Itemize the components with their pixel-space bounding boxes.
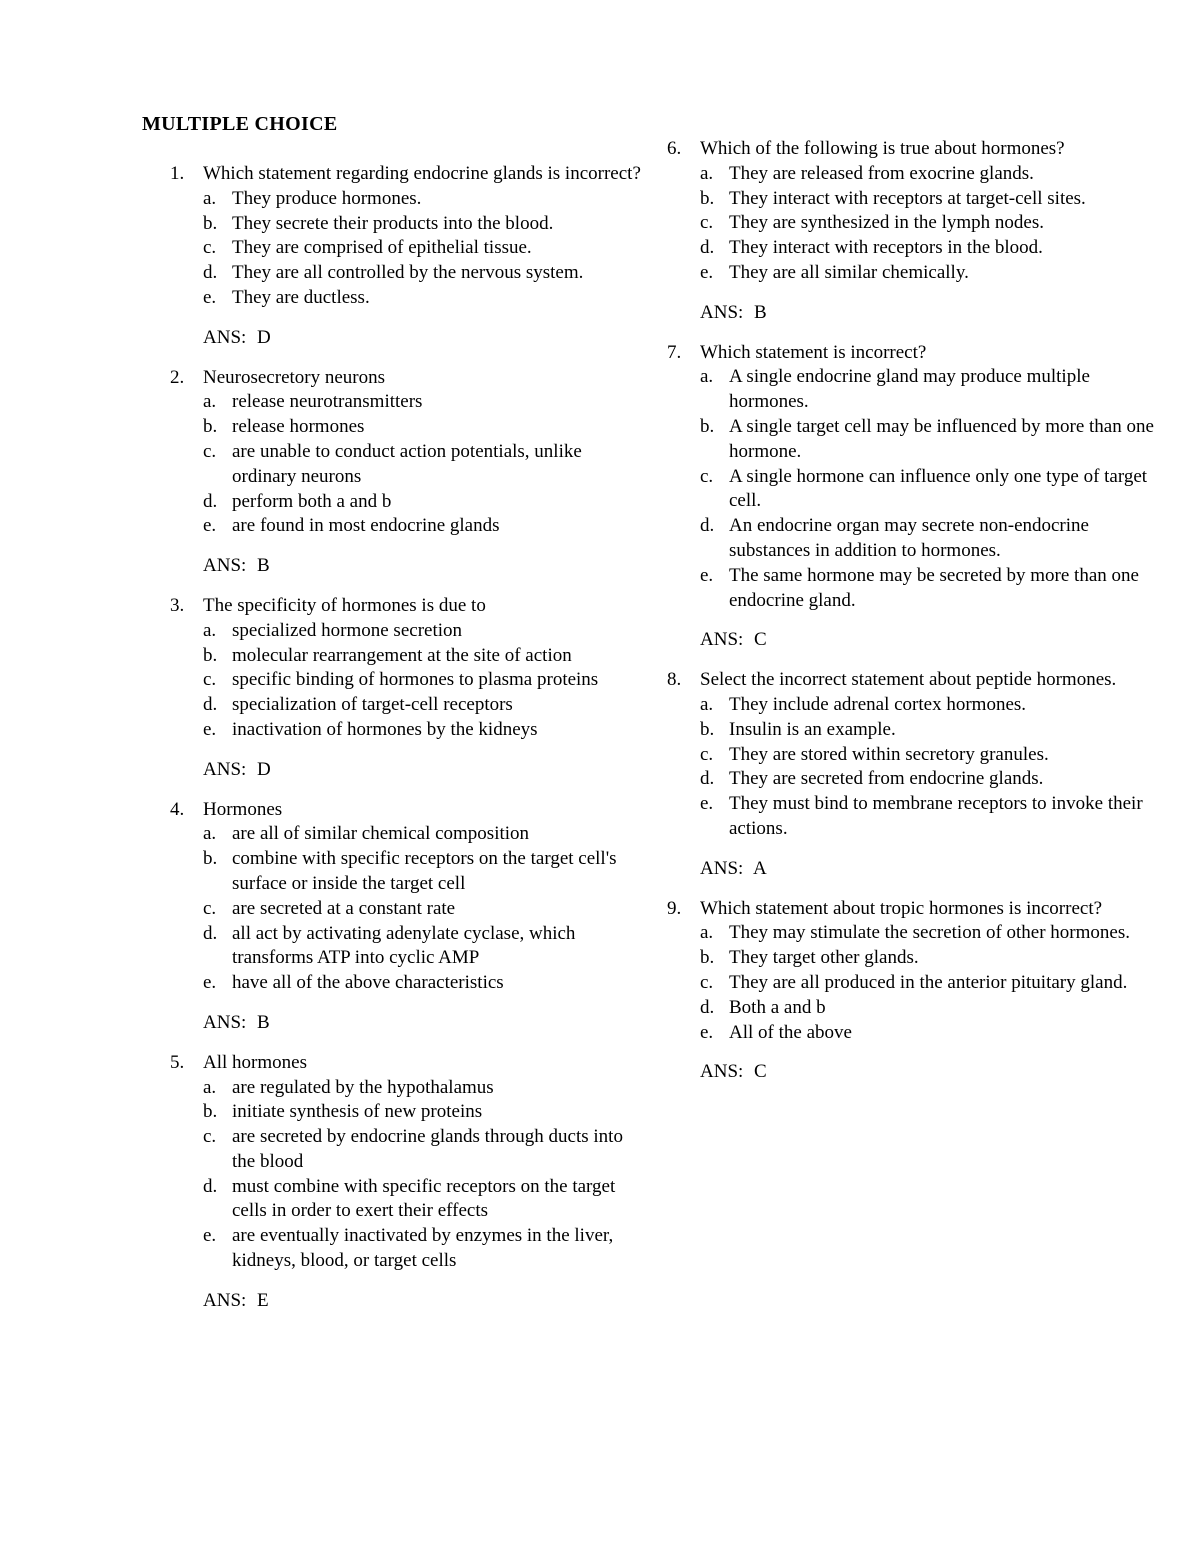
option-letter: d. — [203, 694, 218, 716]
question-number: 2. — [170, 366, 185, 388]
question-stem — [667, 668, 1157, 693]
option-text: They are synthesized in the lymph nodes. — [729, 212, 1045, 234]
answer-option — [700, 365, 1157, 415]
answer-value: B — [754, 301, 767, 323]
option-text: They produce hormones. — [232, 187, 422, 209]
answer-options — [700, 693, 1157, 842]
question-number: 8. — [667, 669, 682, 691]
option-letter: a. — [203, 619, 217, 641]
answer-option — [203, 212, 650, 237]
question-text: Which statement is incorrect? — [700, 341, 927, 363]
option-letter: d. — [203, 922, 218, 944]
answer-option — [203, 971, 650, 996]
option-text: are all of similar chemical composition — [232, 823, 530, 845]
option-text: They are released from exocrine glands. — [729, 162, 1034, 184]
answer-option — [700, 261, 1157, 286]
answer-options — [203, 619, 650, 743]
answer-option — [203, 1100, 650, 1125]
answer-option — [203, 619, 650, 644]
option-text: are found in most endocrine glands — [232, 515, 500, 537]
option-letter: c. — [203, 440, 217, 462]
answer-key — [203, 554, 650, 579]
option-text: A single hormone can influence only one type of target cell. — [729, 465, 1148, 512]
answer-label: ANS: — [203, 1011, 247, 1033]
answer-options — [700, 365, 1157, 613]
option-text: Insulin is an example. — [729, 718, 896, 740]
answer-options — [700, 162, 1157, 286]
question-stem — [170, 1051, 650, 1076]
option-letter: c. — [700, 743, 714, 765]
question-item — [170, 594, 650, 783]
option-text: They are ductless. — [232, 286, 370, 308]
option-letter: e. — [700, 1021, 714, 1043]
question-number: 3. — [170, 594, 185, 616]
answer-value: E — [257, 1289, 269, 1311]
answer-label: ANS: — [203, 1289, 247, 1311]
answer-option — [700, 946, 1157, 971]
answer-options — [203, 822, 650, 996]
answer-key — [203, 1289, 650, 1314]
question-number: 4. — [170, 798, 185, 820]
option-text: release hormones — [232, 416, 365, 438]
answer-options — [700, 921, 1157, 1045]
answer-option — [203, 390, 650, 415]
question-item — [170, 798, 650, 1036]
option-text: They may stimulate the secretion of other hormones. — [729, 922, 1130, 944]
question-item — [667, 897, 1157, 1086]
option-letter: b. — [203, 644, 218, 666]
option-text: They are all controlled by the nervous system. — [232, 262, 584, 284]
option-letter: c. — [203, 1126, 217, 1148]
option-letter: d. — [700, 996, 715, 1018]
option-letter: d. — [203, 262, 218, 284]
option-letter: d. — [203, 490, 218, 512]
option-letter: e. — [203, 972, 217, 994]
answer-value: B — [257, 1011, 270, 1033]
answer-option — [203, 514, 650, 539]
option-text: release neurotransmitters — [232, 391, 423, 413]
option-text: molecular rearrangement at the site of action — [232, 644, 572, 666]
answer-option — [700, 743, 1157, 768]
question-stem — [667, 897, 1157, 922]
option-text: perform both a and b — [232, 490, 392, 512]
option-letter: e. — [203, 1225, 217, 1247]
option-letter: d. — [700, 237, 715, 259]
answer-option — [203, 286, 650, 311]
answer-label: ANS: — [203, 555, 247, 577]
question-text: Which statement regarding endocrine glands is incorrect? — [203, 163, 641, 184]
answer-option — [203, 1175, 650, 1225]
option-letter: e. — [203, 515, 217, 537]
option-letter: a. — [700, 693, 714, 715]
question-item — [667, 668, 1157, 881]
answer-key — [700, 857, 1157, 882]
option-text: specialized hormone secretion — [232, 619, 463, 641]
option-text: An endocrine organ may secrete non-endocrine substances in addition to hormones. — [729, 515, 1089, 561]
answer-label: ANS: — [203, 758, 247, 780]
answer-options — [203, 187, 650, 311]
answer-key — [700, 628, 1157, 653]
option-letter: e. — [700, 564, 714, 586]
answer-option — [203, 822, 650, 847]
right-column — [667, 137, 1157, 1100]
option-letter: e. — [700, 793, 714, 815]
option-text: They target other glands. — [729, 947, 919, 969]
answer-value: A — [753, 857, 767, 879]
question-text: Which statement about tropic hormones is incorrect? — [700, 897, 1103, 919]
option-letter: a. — [203, 187, 217, 209]
option-letter: a. — [203, 1076, 217, 1098]
option-letter: d. — [700, 515, 715, 537]
answer-option — [700, 971, 1157, 996]
option-text: Both a and b — [729, 996, 826, 1018]
answer-value: D — [257, 758, 271, 780]
question-stem — [170, 162, 650, 187]
answer-option — [700, 718, 1157, 743]
option-letter: b. — [203, 1101, 218, 1123]
question-stem — [170, 366, 650, 391]
question-number: 6. — [667, 138, 682, 159]
answer-key — [700, 1060, 1157, 1085]
option-text: They interact with receptors at target-cell sites. — [729, 187, 1086, 209]
answer-option — [203, 847, 650, 897]
left-column — [170, 162, 650, 1329]
question-item — [170, 1051, 650, 1314]
answer-option — [700, 415, 1157, 465]
answer-option — [203, 490, 650, 515]
question-stem — [667, 341, 1157, 366]
answer-option — [203, 922, 650, 972]
option-letter: a. — [203, 823, 217, 845]
answer-option — [203, 415, 650, 440]
answer-option — [203, 440, 650, 490]
answer-key — [203, 1011, 650, 1036]
option-letter: c. — [700, 465, 714, 487]
answer-option — [700, 1021, 1157, 1046]
question-text: All hormones — [203, 1051, 307, 1073]
option-letter: c. — [700, 971, 714, 993]
answer-label: ANS: — [700, 1061, 744, 1083]
answer-option — [700, 211, 1157, 236]
section-heading: MULTIPLE CHOICE — [142, 113, 338, 135]
answer-option — [700, 693, 1157, 718]
answer-option — [700, 564, 1157, 614]
option-text: A single endocrine gland may produce multiple hormones. — [729, 366, 1090, 413]
answer-option — [700, 792, 1157, 842]
question-item — [170, 366, 650, 579]
answer-key — [203, 326, 650, 351]
question-number: 9. — [667, 897, 682, 919]
question-number: 1. — [170, 163, 185, 184]
answer-option — [700, 465, 1157, 515]
option-text: are unable to conduct action potentials, unlike ordinary neurons — [232, 440, 582, 487]
question-item — [667, 137, 1157, 326]
option-letter: c. — [203, 669, 217, 691]
option-letter: e. — [203, 718, 217, 740]
question-text: Neurosecretory neurons — [203, 366, 386, 388]
option-text: initiate synthesis of new proteins — [232, 1101, 483, 1123]
option-letter: d. — [203, 1175, 218, 1197]
answer-option — [203, 236, 650, 261]
option-letter: a. — [700, 922, 714, 944]
answer-label: ANS: — [700, 629, 744, 651]
option-letter: c. — [203, 237, 217, 259]
option-letter: b. — [700, 947, 715, 969]
answer-option — [700, 236, 1157, 261]
option-letter: d. — [700, 768, 715, 790]
question-stem — [170, 594, 650, 619]
answer-option — [203, 261, 650, 286]
option-letter: a. — [700, 162, 714, 184]
answer-option — [203, 644, 650, 669]
option-text: specialization of target-cell receptors — [232, 694, 513, 716]
question-number: 7. — [667, 341, 682, 363]
answer-label: ANS: — [700, 857, 744, 879]
answer-option — [700, 162, 1157, 187]
option-letter: e. — [700, 261, 714, 283]
answer-option — [203, 1224, 650, 1274]
option-text: They include adrenal cortex hormones. — [729, 693, 1027, 715]
option-text: They are secreted from endocrine glands. — [729, 768, 1044, 790]
option-text: They are comprised of epithelial tissue. — [232, 237, 532, 259]
answer-label: ANS: — [700, 301, 744, 323]
answer-option — [203, 693, 650, 718]
option-letter: c. — [203, 897, 217, 919]
answer-option — [700, 514, 1157, 564]
answer-option — [700, 921, 1157, 946]
answer-key — [203, 758, 650, 783]
answer-value: B — [257, 555, 270, 577]
option-letter: a. — [700, 366, 714, 388]
option-text: They interact with receptors in the blood. — [729, 237, 1043, 259]
option-letter: b. — [700, 415, 715, 437]
option-text: They are all produced in the anterior pituitary gland. — [729, 971, 1128, 993]
option-letter: b. — [700, 718, 715, 740]
option-text: specific binding of hormones to plasma proteins — [232, 669, 599, 691]
answer-option — [203, 718, 650, 743]
question-number: 5. — [170, 1051, 185, 1073]
answer-option — [203, 1125, 650, 1175]
option-letter: e. — [203, 286, 217, 308]
answer-option — [203, 668, 650, 693]
option-text: are regulated by the hypothalamus — [232, 1076, 494, 1098]
option-text: All of the above — [729, 1021, 852, 1043]
option-text: must combine with specific receptors on the target cells in order to exert their effects — [232, 1175, 616, 1222]
answer-option — [203, 897, 650, 922]
option-text: inactivation of hormones by the kidneys — [232, 718, 538, 740]
question-text: The specificity of hormones is due to — [203, 594, 486, 616]
option-text: have all of the above characteristics — [232, 972, 504, 994]
answer-label: ANS: — [203, 326, 247, 348]
option-text: combine with specific receptors on the target cell's surface or inside the target cell — [232, 848, 617, 894]
question-stem — [667, 137, 1157, 162]
option-letter: b. — [203, 212, 218, 234]
question-text: Which of the following is true about hormones? — [700, 138, 1065, 159]
answer-value: D — [257, 326, 271, 348]
option-text: A single target cell may be influenced by more than one hormone. — [729, 415, 1154, 462]
option-text: are secreted by endocrine glands through ducts into the blood — [232, 1126, 623, 1172]
option-text: They are stored within secretory granules. — [729, 743, 1049, 765]
option-text: all act by activating adenylate cyclase, which transforms ATP into cyclic AMP — [232, 922, 576, 969]
answer-option — [700, 767, 1157, 792]
option-text: The same hormone may be secreted by more than one endocrine gland. — [729, 564, 1139, 611]
option-text: are eventually inactivated by enzymes in the liver, kidneys, blood, or target cells — [232, 1225, 614, 1272]
answer-options — [203, 390, 650, 539]
option-letter: c. — [700, 212, 714, 234]
question-stem — [170, 798, 650, 823]
option-letter: b. — [203, 848, 218, 870]
question-text: Select the incorrect statement about peptide hormones. — [700, 669, 1117, 691]
answer-option — [700, 996, 1157, 1021]
answer-key — [700, 301, 1157, 326]
answer-option — [700, 187, 1157, 212]
answer-option — [203, 187, 650, 212]
answer-value: C — [754, 629, 767, 651]
option-text: They are all similar chemically. — [729, 261, 969, 283]
option-letter: a. — [203, 391, 217, 413]
question-text: Hormones — [203, 798, 283, 820]
question-item — [667, 341, 1157, 654]
option-letter: b. — [700, 187, 715, 209]
option-text: They must bind to membrane receptors to invoke their actions. — [729, 793, 1143, 839]
answer-option — [203, 1076, 650, 1101]
option-letter: b. — [203, 416, 218, 438]
option-text: They secrete their products into the blood. — [232, 212, 554, 234]
answer-options — [203, 1076, 650, 1274]
question-item — [170, 162, 650, 351]
option-text: are secreted at a constant rate — [232, 897, 456, 919]
answer-value: C — [754, 1061, 767, 1083]
